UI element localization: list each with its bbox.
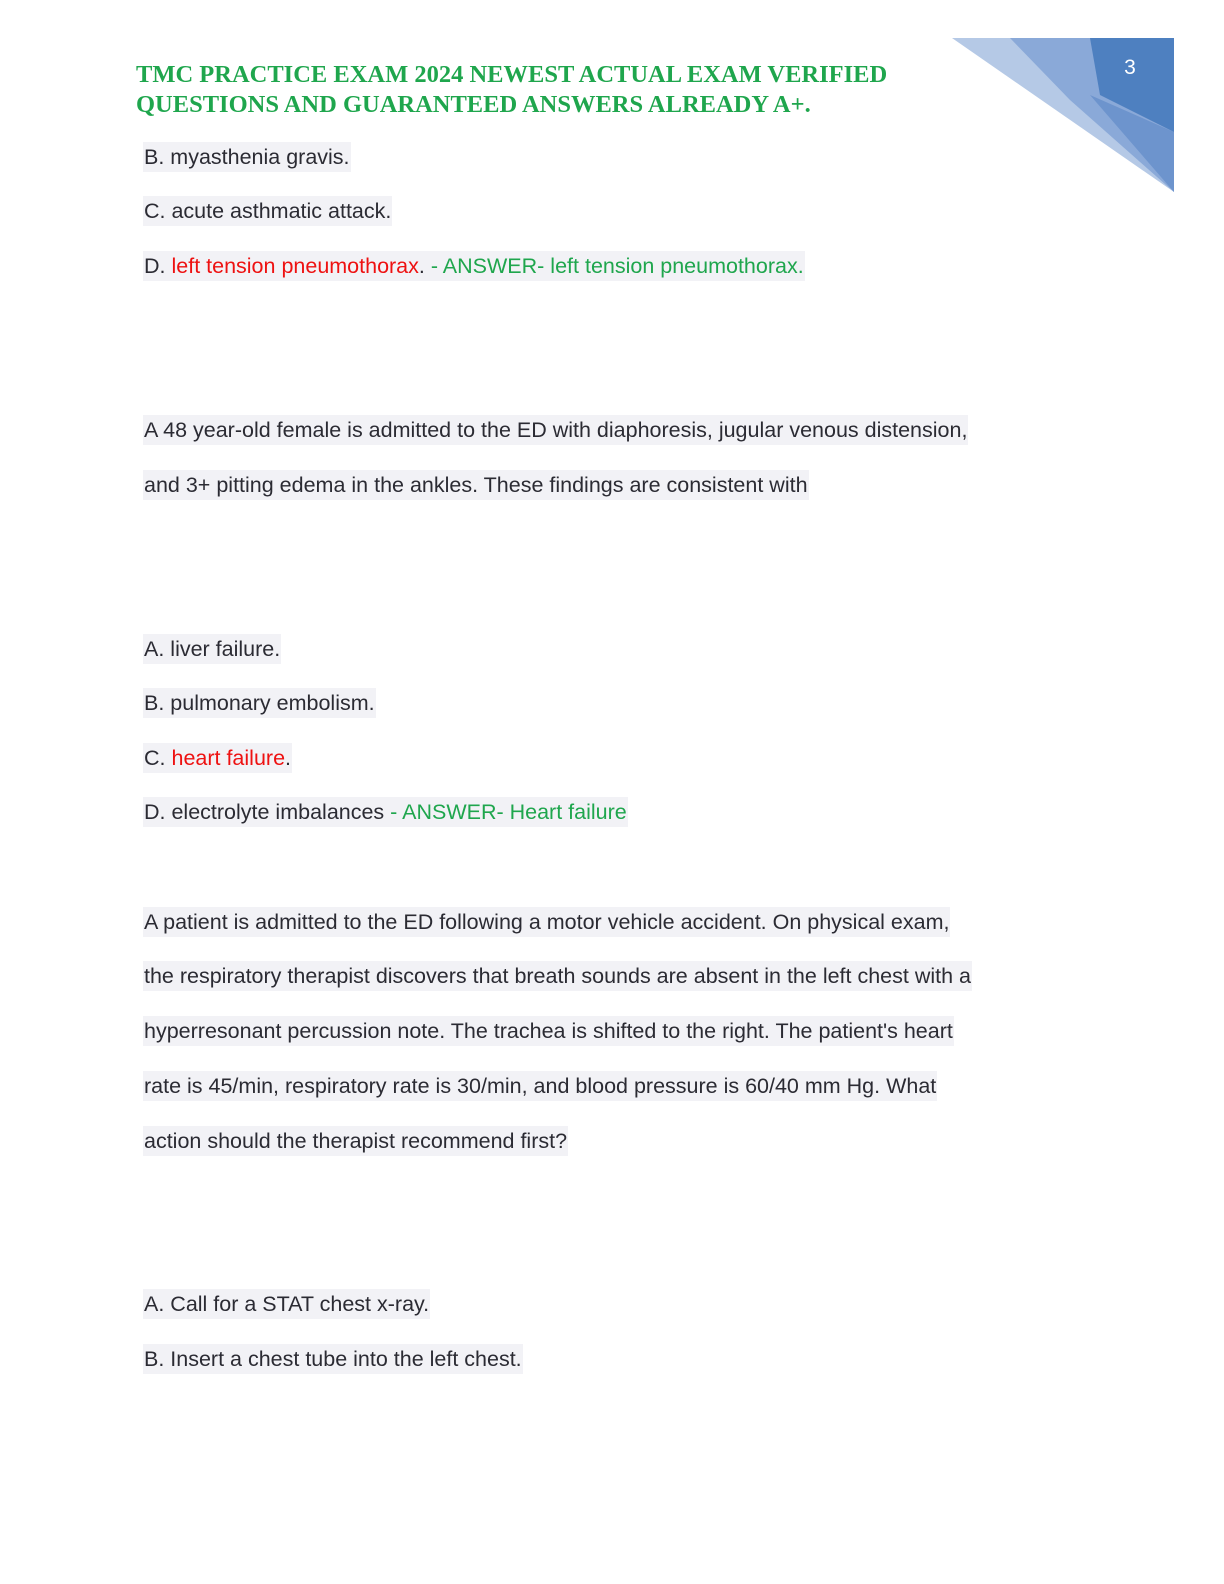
prev-answer: - ANSWER- left tension pneumothorax. (424, 254, 804, 278)
prev-option-d-prefix: D. (144, 254, 172, 278)
header-title-line-2: QUESTIONS AND GUARANTEED ANSWERS ALREADY A+. (136, 91, 811, 118)
q2-stem-line-1: A 48 year-old female is admitted to the ED with diaphoresis, jugular venous distension, (143, 415, 968, 445)
q3-stem-line-5: action should the therapist recommend first? (143, 1126, 568, 1156)
q2-option-d (143, 797, 628, 827)
q3-stem-line-1: A patient is admitted to the ED following a motor vehicle accident. On physical exam, (143, 907, 950, 937)
page-number: 3 (1124, 56, 1136, 79)
q2-answer: - ANSWER- Heart failure (384, 800, 627, 824)
prev-option-d-correct-text: left tension pneumothorax (171, 254, 419, 278)
q2-option-a: A. liver failure. (143, 634, 281, 664)
q2-option-c-correct-text: heart failure (171, 746, 286, 770)
q3-option-b: B. Insert a chest tube into the left chest. (143, 1344, 523, 1374)
q2-option-c-prefix: C. (144, 746, 172, 770)
q3-stem-line-4: rate is 45/min, respiratory rate is 30/min, and blood pressure is 60/40 mm Hg. What (143, 1071, 937, 1101)
prev-option-d-suffix: . (418, 254, 425, 278)
q2-stem-line-2: and 3+ pitting edema in the ankles. These findings are consistent with (143, 470, 809, 500)
q3-stem-line-2: the respiratory therapist discovers that breath sounds are absent in the left chest with a (143, 961, 972, 991)
document-header-title (136, 60, 996, 120)
q2-option-d-text: D. electrolyte imbalances (144, 800, 385, 824)
q3-stem-line-3: hyperresonant percussion note. The trachea is shifted to the right. The patient's heart (143, 1016, 954, 1046)
prev-option-c: C. acute asthmatic attack. (143, 196, 392, 226)
q3-option-a: A. Call for a STAT chest x-ray. (143, 1289, 430, 1319)
q2-option-c-suffix: . (285, 746, 292, 770)
prev-option-d (143, 251, 805, 281)
q2-option-c (143, 743, 292, 773)
prev-option-b: B. myasthenia gravis. (143, 142, 351, 172)
header-title-line-1: TMC PRACTICE EXAM 2024 NEWEST ACTUAL EXAM VERIFIED (136, 61, 888, 88)
q2-option-b: B. pulmonary embolism. (143, 688, 376, 718)
